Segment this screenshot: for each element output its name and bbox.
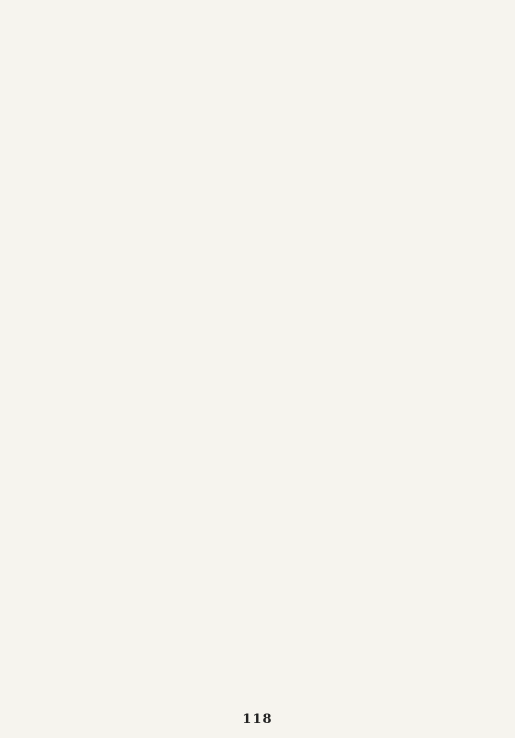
upper-text-block [28,18,498,308]
lower-text-block [28,328,498,700]
page-number: 118 [242,712,273,727]
